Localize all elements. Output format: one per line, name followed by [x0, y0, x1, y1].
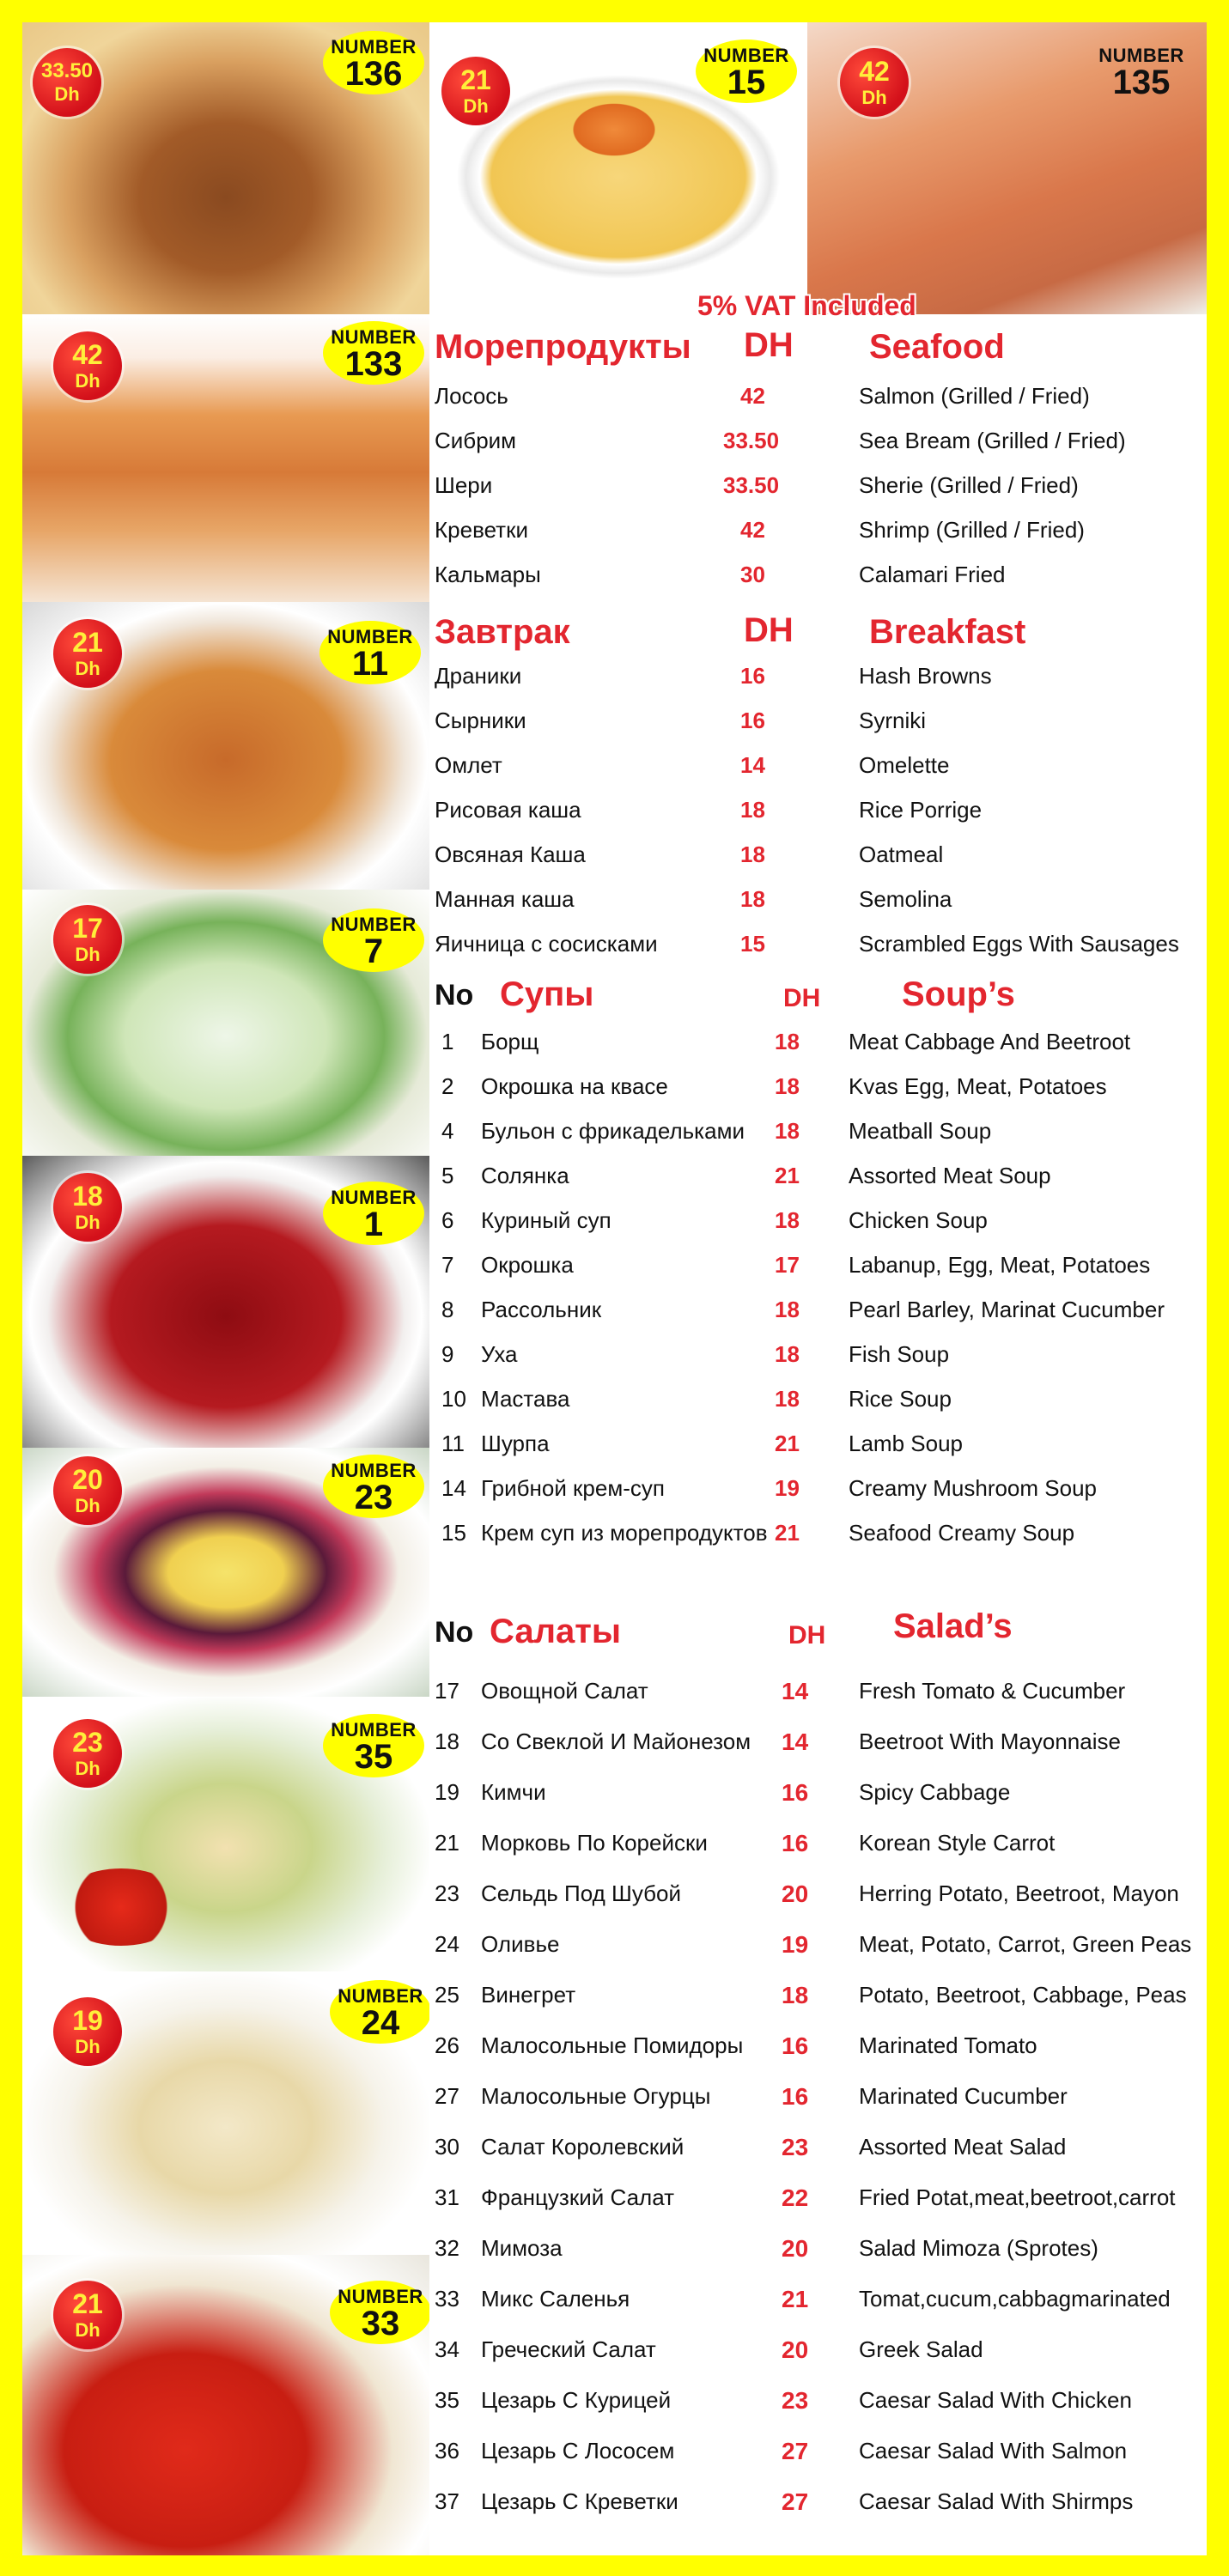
price-badge: 18 Dh [53, 1173, 122, 1242]
dish-number-tag: NUMBER 136 [323, 31, 424, 94]
breakfast-title-en: Breakfast [869, 613, 1026, 651]
dish-number-tag: NUMBER 24 [330, 1980, 429, 2044]
price-badge: 33.50 Dh [33, 48, 101, 117]
salads-title-en: Salad’s [893, 1607, 1013, 1645]
seafood-title-en: Seafood [869, 328, 1005, 366]
price-badge: 21 Dh [53, 2281, 122, 2349]
photo-grilled-shrimp [22, 314, 429, 602]
price-badge: 19 Dh [53, 1997, 122, 2066]
breakfast-title-dh: DH [744, 611, 794, 649]
price-badge: 20 Dh [53, 1456, 122, 1525]
dish-number-tag: NUMBER 133 [323, 321, 424, 385]
photo-shrimp-soup [429, 22, 807, 314]
dish-number-tag: NUMBER 23 [323, 1455, 424, 1518]
price-badge: 21 Dh [53, 619, 122, 688]
photo-caesar-salad [22, 1697, 429, 1971]
price-badge: 23 Dh [53, 1719, 122, 1788]
photo-grilled-salmon [807, 22, 1207, 314]
photo-borscht [22, 1156, 429, 1448]
dish-number-tag: NUMBER 135 [1098, 45, 1184, 101]
salads-title-no: No [435, 1616, 474, 1649]
dish-number-tag: NUMBER 7 [323, 908, 424, 972]
photo-okroshka [22, 890, 429, 1156]
price-badge: 42 Dh [53, 331, 122, 400]
photo-olivier-salad [22, 1971, 429, 2255]
soups-title-en: Soup’s [902, 975, 1015, 1013]
photo-pickled-vegetables [22, 2255, 429, 2555]
menu-sheet: 33.50 Dh NUMBER 136 21 Dh NUMBER 15 42 Dh NUMBER 135 5% VAT Included 42 Dh NUMBER 133 21 Dh NUMBER 11 17 Dh NUMBER 7 18 Dh NUMBER 1 20 Dh NUMBER 23 23 Dh NUMBER 35 19 Dh NUMBER 24 21 Dh NUMBER 33 Морепродукты DH Seafood Завтрак DH Breakfast No Супы DH Soup’s No Салаты DH Salad’s Лосось 42 Salmon (Grilled / Fried) Сибрим 33.50 Sea Bream (Grilled / Fried) Шери 33.50 Sherie (Grilled / Fried) Креветки 42 Shrimp (Grilled / Fried) Кальмары 30 Calamari Fried Драники 16 Hash Browns Сырники 16 Syrniki Омлет 14 Omelette Рисовая каша 18 Rice Porrige Овсяная Каша 18 Oatmeal Манная каша 18 Semolina Яичница с сосисками 15 Scrambled Eggs With Sausages 1 Борщ 18 Meat Cabbage And Beetroot 2 Окрошка на квасе 18 Kvas Egg, Meat, Potatoes 4 Бульон с фрикадельками 18 Meatball Soup 5 Солянка 21 Assorted Meat Soup 6 Куриный суп 18 Chicken Soup 7 Окрошка 17 Labanup, Egg, Meat, Potatoes 8 Рассольник 18 Pearl Barley, Marinat Cucumber 9 Уха 18 Fish Soup 10 Мастава 18 Rice Soup 11 Шурпа 21 Lamb Soup 14 Грибной крем-суп 19 Creamy Mushroom Soup 15 Крем суп из морепродуктов 21 Seafood Creamy Soup 17 Овощной Салат 14 Fresh Tomato & Cucumber 18 Со Свеклой И Майонезом 14 Beetroot With Mayonnaise 19 Кимчи 16 Spicy Cabbage 21 Морковь По Корейски 16 Korean Style Carrot 23 Сельдь Под Шубой 20 Herring Potato, Beetroot, Mayon 24 Оливье 19 Meat, Potato, Carrot, Green Peas 25 Винегрет 18 Potato, Beetroot, Cabbage, Peas 26 Малосольные Помидоры 16 Marinated Tomato 27 Малосольные Огурцы 16 Marinated Cucumber 30 Салат Королевский 23 Assorted Meat Salad 31 Французкий Салат 22 Fried Potat,meat,beetroot,carrot 32 Мимоза 20 Salad Mimoza (Sprotes) 33 Микс Саленья 21 Tomat,cucum,cabbagmarinated 34 Греческий Салат 20 Greek Salad 35 Цезарь С Курицей 23 Caesar Salad With Chicken 36 Цезарь С Лососем 27 Caesar Salad With Salmon 37 Цезарь С Креветки 27 Caesar Salad With Shirmps [22, 22, 1207, 2555]
seafood-title-ru: Морепродукты [435, 328, 691, 366]
photo-herring-salad [22, 1448, 429, 1697]
photo-lamb-soup [22, 602, 429, 890]
dish-number-tag: NUMBER 33 [330, 2281, 429, 2344]
dish-number-tag: NUMBER 1 [323, 1182, 424, 1245]
vat-note: 5% VAT Included [697, 290, 916, 321]
dish-number-tag: NUMBER 35 [323, 1714, 424, 1777]
dish-number-tag: NUMBER 15 [696, 39, 797, 103]
salads-title-ru: Салаты [490, 1613, 622, 1650]
price-badge: 42 Dh [840, 48, 909, 117]
soups-title-dh: DH [783, 984, 821, 1012]
price-badge: 21 Dh [441, 57, 510, 125]
dish-number-tag: NUMBER 11 [319, 621, 421, 684]
soups-title-no: No [435, 979, 474, 1012]
salads-title-dh: DH [788, 1621, 826, 1649]
price-badge: 17 Dh [53, 905, 122, 974]
breakfast-title-ru: Завтрак [435, 613, 570, 651]
soups-title-ru: Супы [500, 975, 594, 1013]
seafood-title-dh: DH [744, 326, 794, 364]
photo-fried-fish [22, 22, 429, 314]
